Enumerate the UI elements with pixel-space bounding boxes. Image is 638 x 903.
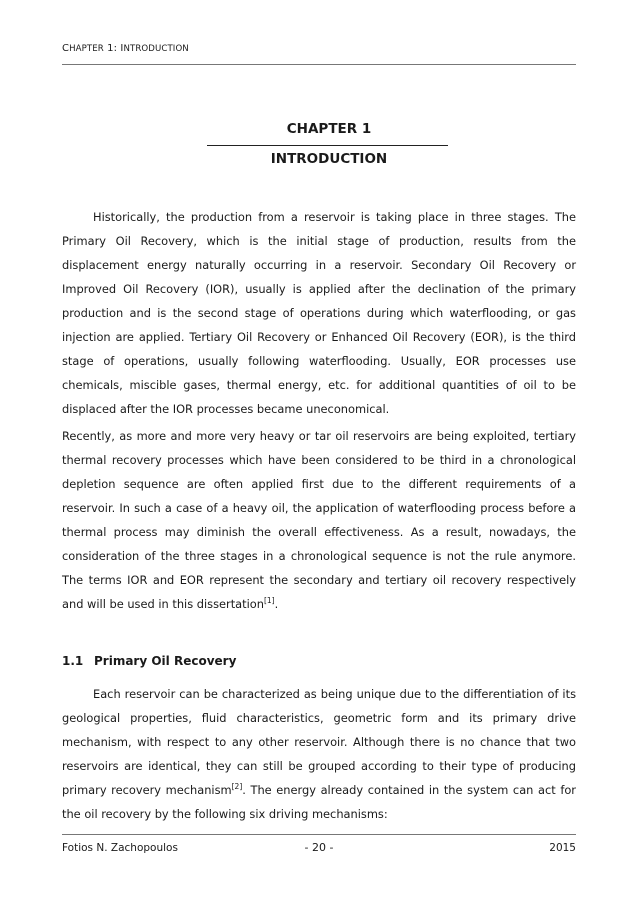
footer-author: Fotios N. Zachopoulos bbox=[62, 842, 178, 854]
chapter-title: INTRODUCTION bbox=[270, 151, 388, 167]
footer-year: 2015 bbox=[549, 842, 576, 854]
section-title: Primary Oil Recovery bbox=[94, 654, 237, 668]
header-title-word: NTRODUCTION bbox=[123, 44, 189, 54]
paragraph-recently-text: Recently, as more and more very heavy or tar oil reservoirs are being exploited, tertiary thermal recovery processes which have been considered to be third in a chronological depletion sequence are often applied first due to the different requirements of a reservoir. In such a case of a heavy oil, the application of waterflooding process before a thermal process may diminish the overall effectiveness. As a result, nowadays, the consideration of the three stages in a chronological sequence is not the rule anymore. The terms IOR and EOR represent the secondary and tertiary oil recovery respectively and will be used in this dissertation bbox=[62, 429, 576, 611]
paragraph-reservoir-text: Each reservoir can be characterized as being unique due to the differentiation of its geological properties, fluid characteristics, geometric form and its primary drive mechanism, with respect to any other reservoir. Although there is no chance that two reservoirs are identical, they can still be grouped according to their type of producing primary recovery mechanism bbox=[62, 687, 576, 797]
header-chapter-word: HAPTER bbox=[69, 44, 104, 54]
paragraph-recently bbox=[62, 424, 576, 616]
citation-ref-1: [1] bbox=[263, 596, 275, 605]
paragraph-reservoir-end: . The energy already contained in the system can act for the oil recovery by the following six driving mechanisms: bbox=[62, 783, 576, 821]
section-heading bbox=[62, 654, 236, 668]
header-initial-i: I bbox=[120, 43, 124, 54]
chapter-label: CHAPTER 1 bbox=[286, 121, 372, 137]
header-divider bbox=[62, 64, 576, 65]
paragraph-recently-end: . bbox=[274, 597, 279, 611]
header-initial-c: C bbox=[62, 43, 70, 54]
chapter-divider bbox=[207, 145, 448, 146]
footer-divider bbox=[62, 834, 576, 835]
citation-ref-2: [2] bbox=[231, 782, 243, 791]
footer-page-number: - 20 - bbox=[304, 841, 334, 854]
section-number: 1.1 bbox=[62, 654, 84, 668]
header-chapter-number: 1: bbox=[103, 43, 121, 54]
paragraph-reservoir bbox=[62, 682, 576, 826]
paragraph-history: Historically, the production from a reservoir is taking place in three stages. The Primary Oil Recovery, which is the initial stage of production, results from the displacement energy naturally occurring in a reservoir. Secondary Oil Recovery or Improved Oil Recovery (IOR), usually is applied after the declination of the primary production and is the second stage of operations during which waterflooding, or gas injection are applied. Tertiary Oil Recovery or Enhanced Oil Recovery (EOR), is the third stage of operations, usually following waterflooding. Usually, EOR processes use chemicals, miscible gases, thermal energy, etc. for additional quantities of oil to be displaced after the IOR processes became uneconomical. bbox=[62, 210, 576, 416]
running-header bbox=[62, 43, 189, 54]
